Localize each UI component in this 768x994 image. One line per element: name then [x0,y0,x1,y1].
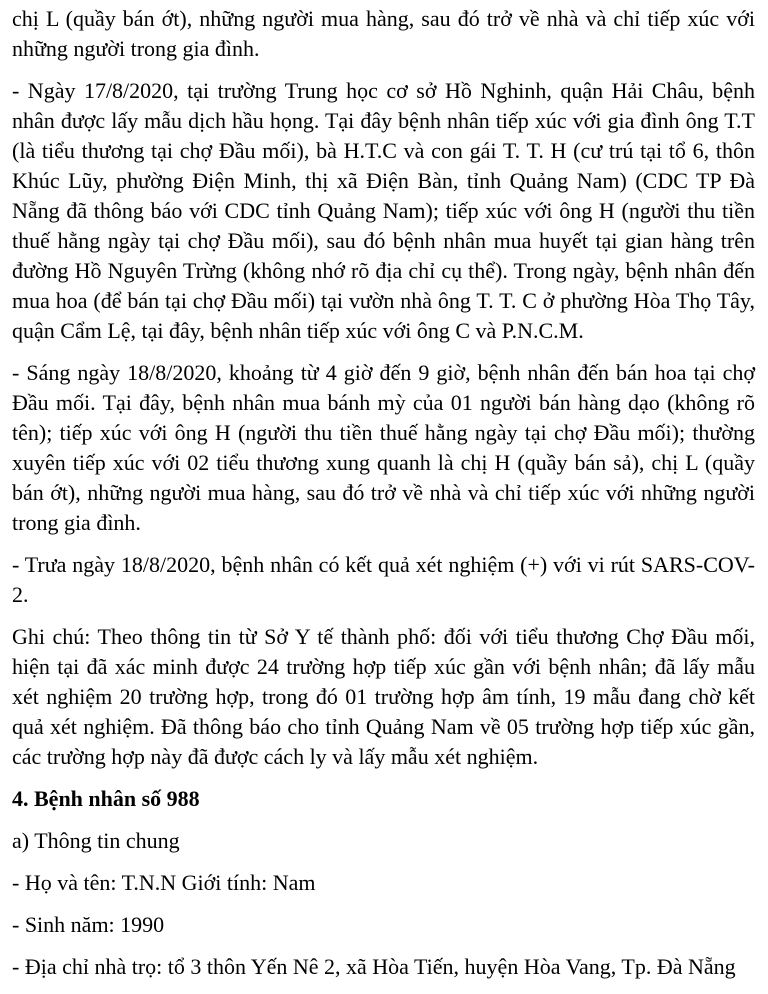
paragraph-birth-year: - Sinh năm: 1990 [12,912,165,937]
paragraph-general-info-label: a) Thông tin chung [12,828,180,853]
paragraph-timeline-2020-08-17: - Ngày 17/8/2020, tại trường Trung học cơ sở Hồ Nghinh, quận Hải Châu, bệnh nhân được lấy mẫu dịch hầu họng. Tại đây bệnh nhân tiếp xúc với gia đình ông T.T (là tiểu thương tại chợ Đầu mối), bà H.T.C và con gái T. T. H (cư trú tại tổ 6, thôn Khúc Lũy, phường Điện Minh, thị xã Điện Bàn, tỉnh Quảng Nam) (CDC TP Đà Nẵng đã thông báo với CDC tỉnh Quảng Nam); tiếp xúc với ông H (người thu tiền thuế hằng ngày tại chợ Đầu mối), sau đó bệnh nhân mua huyết tại gian hàng trên đường Hồ Nguyên Trừng (không nhớ rõ địa chỉ cụ thể). Trong ngày, bệnh nhân đến mua hoa (để bán tại chợ Đầu mối) tại vườn nhà ông T. T. C ở phường Hòa Thọ Tây, quận Cẩm Lệ, tại đây, bệnh nhân tiếp xúc với ông C và P.N.C.M. [12,78,755,343]
section-heading-patient-988: 4. Bệnh nhân số 988 [12,786,200,811]
paragraph-household-contact-continuation: chị L (quầy bán ớt), những người mua hàng, sau đó trở về nhà và chỉ tiếp xúc với những người trong gia đình. [12,6,755,61]
paragraph-name-gender: - Họ và tên: T.N.N Giới tính: Nam [12,870,316,895]
paragraph-test-result: - Trưa ngày 18/8/2020, bệnh nhân có kết quả xét nghiệm (+) với vi rút SARS-COV-2. [12,552,755,607]
paragraph-note-contact-tracing: Ghi chú: Theo thông tin từ Sở Y tế thành phố: đối với tiểu thương Chợ Đầu mối, hiện tại đã xác minh được 24 trường hợp tiếp xúc gần với bệnh nhân; đã lấy mẫu xét nghiệm 20 trường hợp, trong đó 01 trường hợp âm tính, 19 mẫu đang chờ kết quả xét nghiệm. Đã thông báo cho tỉnh Quảng Nam về 05 trường hợp tiếp xúc gần, các trường hợp này đã được cách ly và lấy mẫu xét nghiệm. [12,624,755,769]
paragraph-address: - Địa chỉ nhà trọ: tổ 3 thôn Yến Nê 2, xã Hòa Tiến, huyện Hòa Vang, Tp. Đà Nẵng [12,954,736,979]
paragraph-timeline-2020-08-18-morning: - Sáng ngày 18/8/2020, khoảng từ 4 giờ đến 9 giờ, bệnh nhân đến bán hoa tại chợ Đầu mối. Tại đây, bệnh nhân mua bánh mỳ của 01 người bán hàng dạo (không rõ tên); tiếp xúc với ông H (người thu tiền thuế hằng ngày tại chợ Đầu mối); thường xuyên tiếp xúc với 02 tiểu thương xung quanh là chị H (quầy bán sả), chị L (quầy bán ớt), những người mua hàng, sau đó trở về nhà và chỉ tiếp xúc với những người trong gia đình. [12,360,755,535]
